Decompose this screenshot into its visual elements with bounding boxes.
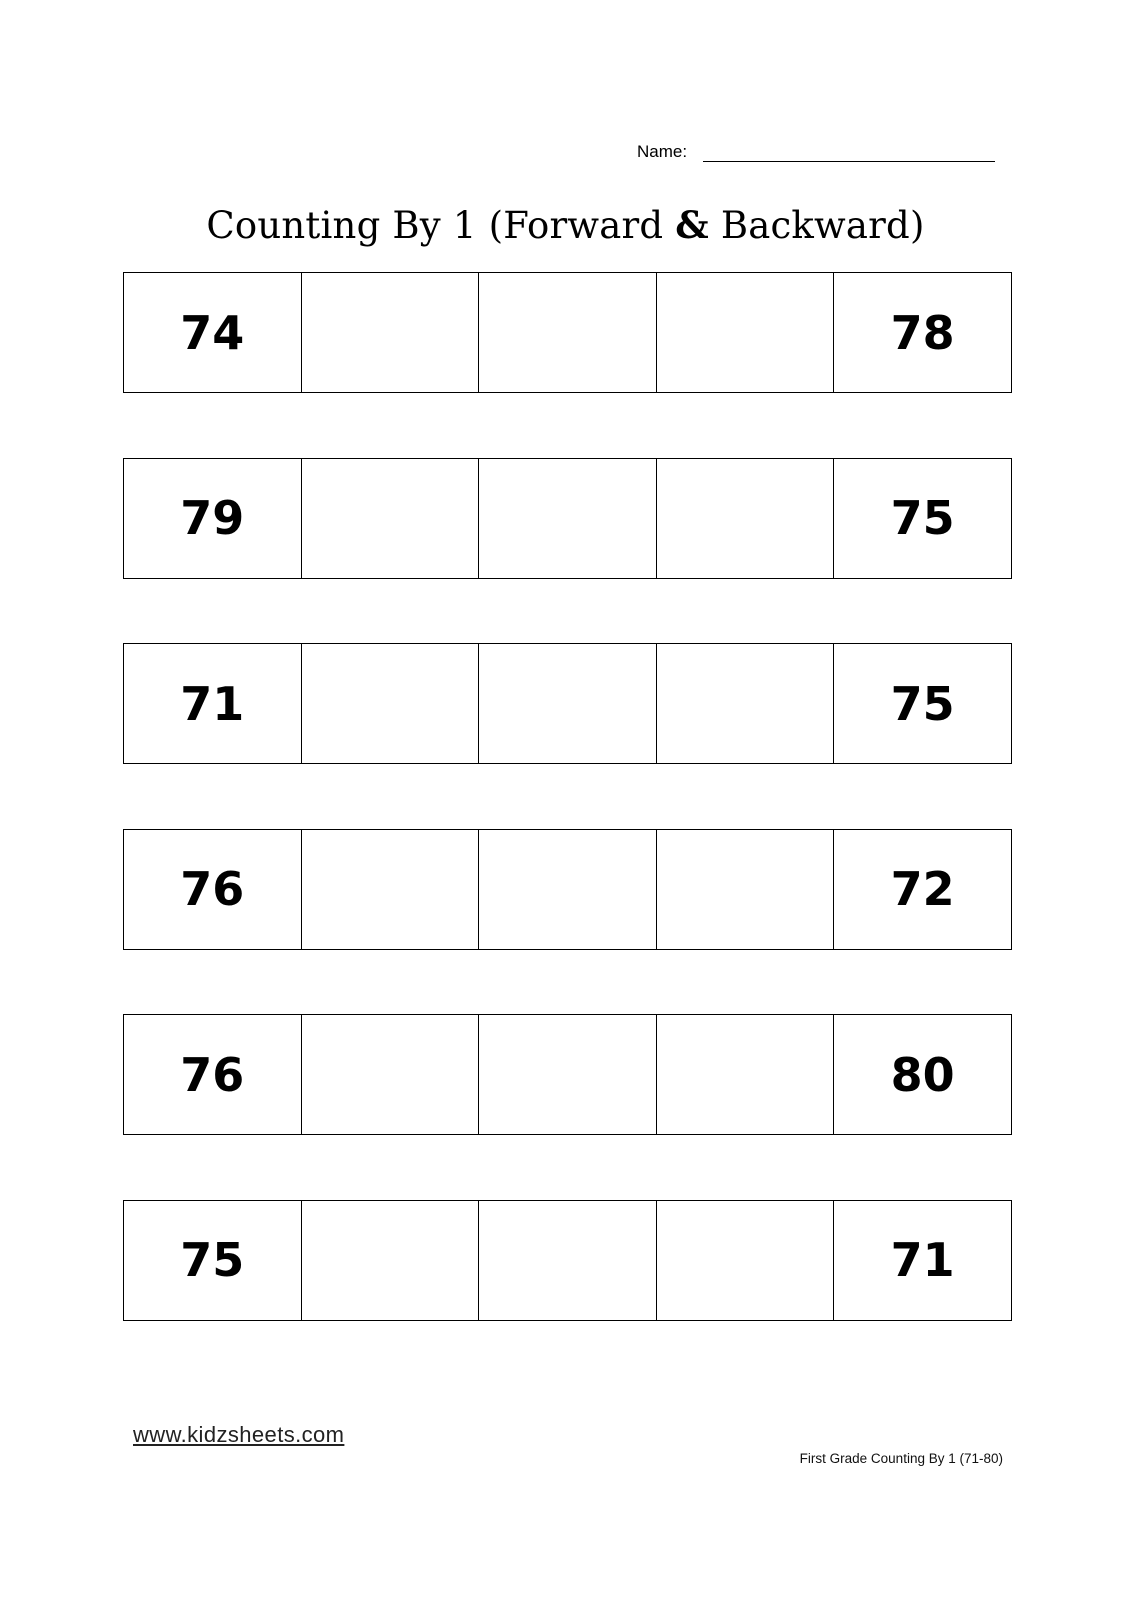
end-number-cell: 75 xyxy=(890,491,955,545)
start-number-cell: 79 xyxy=(124,459,302,578)
blank-answer-cell[interactable] xyxy=(302,1201,480,1320)
blank-answer-cell[interactable] xyxy=(479,1015,657,1134)
start-number-cell: 76 xyxy=(124,1015,302,1134)
name-blank-line[interactable] xyxy=(703,141,995,162)
end-number-cell: 75 xyxy=(890,676,955,731)
end-number-cell: 71 xyxy=(890,1233,955,1287)
start-number-cell: 71 xyxy=(124,644,302,763)
blank-answer-cell[interactable] xyxy=(302,830,480,949)
blank-answer-cell[interactable] xyxy=(657,459,835,578)
blank-answer-cell[interactable] xyxy=(657,1015,835,1134)
blank-answer-cell[interactable] xyxy=(479,459,657,578)
start-number-cell: 74 xyxy=(124,273,302,392)
title-end: Backward) xyxy=(708,204,925,247)
worksheet-title xyxy=(0,200,1131,251)
blank-answer-cell[interactable] xyxy=(657,273,835,392)
blank-answer-cell[interactable] xyxy=(657,644,835,763)
sequence-row xyxy=(123,829,1012,950)
blank-answer-cell[interactable] xyxy=(479,830,657,949)
blank-answer-cell[interactable] xyxy=(302,273,480,392)
start-number-cell: 75 xyxy=(124,1201,302,1320)
blank-answer-cell[interactable] xyxy=(479,273,657,392)
sequence-row xyxy=(123,1200,1012,1321)
footer-caption: First Grade Counting By 1 (71-80) xyxy=(799,1451,1003,1466)
end-number-cell: 80 xyxy=(890,1047,955,1102)
title-main: Counting By 1 (Forward xyxy=(206,204,676,247)
website-link[interactable]: www.kidzsheets.com xyxy=(133,1422,345,1447)
title-ampersand: & xyxy=(675,203,709,247)
name-field-row xyxy=(637,136,995,162)
start-number-cell: 76 xyxy=(124,830,302,949)
blank-answer-cell[interactable] xyxy=(302,644,480,763)
sequence-row xyxy=(123,458,1012,579)
blank-answer-cell[interactable] xyxy=(479,644,657,763)
sequence-row xyxy=(123,643,1012,764)
sequence-row xyxy=(123,272,1012,393)
sequence-row xyxy=(123,1014,1012,1135)
blank-answer-cell[interactable] xyxy=(479,1201,657,1320)
end-number-cell: 72 xyxy=(890,862,955,916)
counting-rows xyxy=(123,272,1012,1385)
name-label: Name: xyxy=(637,142,688,161)
blank-answer-cell[interactable] xyxy=(302,459,480,578)
end-number-cell: 78 xyxy=(890,305,955,360)
blank-answer-cell[interactable] xyxy=(657,1201,835,1320)
blank-answer-cell[interactable] xyxy=(302,1015,480,1134)
blank-answer-cell[interactable] xyxy=(657,830,835,949)
